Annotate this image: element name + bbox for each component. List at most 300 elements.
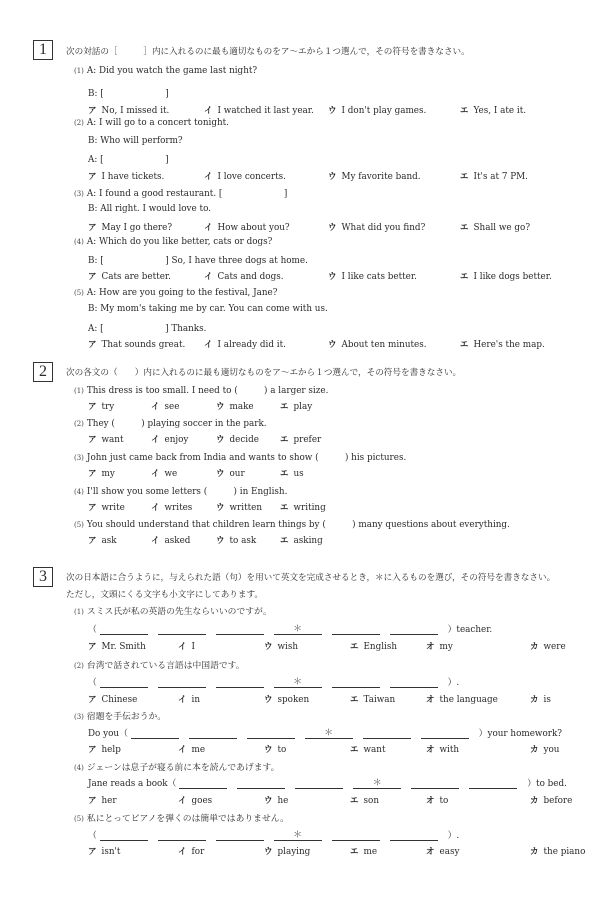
question-number: (1) <box>74 608 84 616</box>
option-choice[interactable] <box>350 794 379 806</box>
option-choice[interactable] <box>178 693 200 705</box>
dialogue-line <box>88 86 169 99</box>
option-choice[interactable] <box>350 693 395 705</box>
option-choice[interactable] <box>460 170 528 182</box>
option-label: ウ <box>328 106 337 116</box>
dialogue-text: B: All right. I would love to. <box>88 204 212 214</box>
option-choice[interactable] <box>88 338 185 350</box>
option-label: エ <box>460 106 469 116</box>
option-text: Cats and dogs. <box>217 272 284 282</box>
option-choice[interactable] <box>88 433 124 445</box>
dialogue-text: B: My mom's taking me by car. You can come with us. <box>88 304 328 314</box>
option-label: イ <box>178 745 187 755</box>
answer-prefix: Do you（ <box>88 729 128 739</box>
option-label: ウ <box>328 340 337 350</box>
option-text: want <box>363 745 386 755</box>
option-text: to <box>277 745 287 755</box>
section-2-instruction: 次の各文の（ ）内に入れるのに最も適切なものをア～エから１つ選んで，その符号を書きなさい。 <box>66 368 462 378</box>
option-text: want <box>101 435 124 445</box>
option-label: ウ <box>264 796 273 806</box>
answer-blank[interactable] <box>421 729 469 739</box>
option-label: イ <box>204 172 213 182</box>
option-choice[interactable] <box>328 338 427 350</box>
option-label: ア <box>88 402 97 412</box>
answer-suffix: ）teacher. <box>447 625 493 635</box>
option-text: asked <box>164 536 191 546</box>
option-choice[interactable] <box>88 270 171 282</box>
dialogue-line <box>88 321 206 334</box>
answer-blank[interactable] <box>332 678 380 688</box>
option-choice[interactable] <box>328 270 417 282</box>
dialogue-text: A: Which do you like better, cats or dogs? <box>86 237 273 247</box>
option-text: me <box>363 847 378 857</box>
option-label: イ <box>204 223 213 233</box>
answer-prefix: （ <box>88 625 97 635</box>
answer-blank[interactable] <box>216 678 264 688</box>
section-1-instruction: 次の対話の［ ］内に入れるのに最も適切なものをア～エから１つ選んで，その符号を書きなさい。 <box>66 47 470 57</box>
option-label: ウ <box>328 172 337 182</box>
option-label: ア <box>88 272 97 282</box>
option-text: My favorite band. <box>341 172 421 182</box>
option-choice[interactable] <box>88 640 146 652</box>
option-choice[interactable] <box>426 640 453 652</box>
dialogue-line <box>74 118 229 128</box>
option-text: I watched it last year. <box>217 106 314 116</box>
option-choice[interactable] <box>426 743 459 755</box>
question-text: I'll show you some letters ( ) in English. <box>86 487 288 497</box>
option-choice[interactable] <box>88 693 137 705</box>
dialogue-line <box>74 288 277 298</box>
section-1-number: 1 <box>33 40 53 60</box>
option-label: イ <box>178 796 187 806</box>
dialogue-line <box>88 304 328 314</box>
option-text: No, I missed it. <box>101 106 170 116</box>
question-number: (1) <box>74 67 84 75</box>
option-choice[interactable] <box>151 501 192 513</box>
option-choice[interactable] <box>151 433 188 445</box>
answer-blank[interactable] <box>158 625 206 635</box>
option-choice[interactable] <box>151 467 177 479</box>
option-label: エ <box>460 272 469 282</box>
option-text: to <box>439 796 449 806</box>
option-choice[interactable] <box>530 794 572 806</box>
section-3-number: 3 <box>33 567 53 587</box>
option-choice[interactable] <box>280 400 312 412</box>
option-text: About ten minutes. <box>341 340 427 350</box>
dialogue-text: B: Who will perform? <box>88 136 183 146</box>
option-label: ウ <box>216 402 225 412</box>
option-label: ア <box>88 796 97 806</box>
answer-blank[interactable] <box>469 779 517 789</box>
option-label: ウ <box>216 435 225 445</box>
option-text: It's at 7 PM. <box>473 172 528 182</box>
answer-prefix: Jane reads a book（ <box>88 779 177 789</box>
question-number: (3) <box>74 713 84 721</box>
answer-row <box>88 675 459 688</box>
dialogue-text: A: I found a good restaurant. [ ] <box>86 189 288 199</box>
option-choice[interactable] <box>328 170 421 182</box>
option-label: イ <box>178 642 187 652</box>
option-choice[interactable] <box>426 794 448 806</box>
dialogue-line <box>74 237 272 247</box>
option-choice[interactable] <box>280 534 323 546</box>
option-choice[interactable] <box>204 170 286 182</box>
option-choice[interactable] <box>530 640 566 652</box>
option-text: I love concerts. <box>217 172 286 182</box>
option-label: ウ <box>216 469 225 479</box>
option-text: Chinese <box>101 695 138 705</box>
section-3-instruction-2: ただし，文頭にくる文字も小文字にしてあります。 <box>66 590 263 600</box>
option-text: for <box>191 847 205 857</box>
dialogue-text: A: I will go to a concert tonight. <box>86 118 229 128</box>
japanese-prompt <box>74 811 289 824</box>
option-label: ウ <box>216 503 225 513</box>
dialogue-line <box>74 186 287 199</box>
option-choice[interactable] <box>204 221 290 233</box>
option-choice[interactable] <box>280 467 304 479</box>
option-label: オ <box>426 796 435 806</box>
answer-suffix: ）. <box>447 831 460 841</box>
option-text: my <box>439 642 453 652</box>
option-choice[interactable] <box>350 845 377 857</box>
answer-blank[interactable] <box>100 678 148 688</box>
option-label: オ <box>426 642 435 652</box>
option-choice[interactable] <box>88 400 114 412</box>
option-label: ア <box>88 469 97 479</box>
dialogue-text: A: Did you watch the game last night? <box>86 66 258 76</box>
option-text: before <box>543 796 573 806</box>
option-choice[interactable] <box>460 338 545 350</box>
dialogue-text: A: [ ] Thanks. <box>88 324 207 334</box>
option-text: us <box>293 469 304 479</box>
option-label: イ <box>151 536 160 546</box>
dialogue-text: B: [ ] <box>88 89 169 99</box>
option-choice[interactable] <box>88 501 125 513</box>
answer-prefix: （ <box>88 831 97 841</box>
option-choice[interactable] <box>216 467 245 479</box>
answer-blank[interactable] <box>237 779 285 789</box>
answer-blank[interactable] <box>189 729 237 739</box>
option-text: me <box>191 745 206 755</box>
option-label: ア <box>88 536 97 546</box>
option-choice[interactable] <box>350 743 386 755</box>
option-label: ウ <box>264 745 273 755</box>
dialogue-text: A: [ ] <box>88 155 169 165</box>
option-choice[interactable] <box>530 743 559 755</box>
option-choice[interactable] <box>264 743 286 755</box>
option-text: see <box>164 402 180 412</box>
option-text: is <box>543 695 551 705</box>
option-choice[interactable] <box>151 400 179 412</box>
question-number: (5) <box>74 289 84 297</box>
answer-blank[interactable]: ＊ <box>274 625 322 635</box>
option-choice[interactable] <box>460 104 526 116</box>
option-text: Here's the map. <box>473 340 545 350</box>
option-text: he <box>277 796 289 806</box>
option-text: to ask <box>229 536 257 546</box>
dialogue-line <box>88 152 169 165</box>
section-3-instruction-1: 次の日本語に合うように，与えられた語（句）を用いて英文を完成させるとき，＊に入るものを選び，その符号を書きなさい。 <box>66 573 556 583</box>
option-label: イ <box>151 469 160 479</box>
japanese-prompt <box>74 604 272 617</box>
option-choice[interactable] <box>88 743 121 755</box>
option-label: エ <box>350 796 359 806</box>
answer-blank[interactable] <box>390 831 438 841</box>
option-text: enjoy <box>164 435 189 445</box>
answer-row <box>88 776 567 789</box>
question-number: (2) <box>74 420 84 428</box>
option-choice[interactable] <box>88 170 164 182</box>
question-sentence <box>74 484 287 497</box>
option-text: I like cats better. <box>341 272 417 282</box>
option-choice[interactable] <box>88 534 117 546</box>
option-text: son <box>363 796 379 806</box>
option-choice[interactable] <box>88 104 169 116</box>
option-choice[interactable] <box>530 693 551 705</box>
option-choice[interactable] <box>178 845 204 857</box>
option-label: ア <box>88 745 97 755</box>
question-sentence <box>74 517 510 530</box>
option-label: オ <box>426 695 435 705</box>
option-label: エ <box>350 847 359 857</box>
option-text: playing <box>277 847 311 857</box>
answer-blank[interactable] <box>158 831 206 841</box>
option-label: エ <box>350 695 359 705</box>
option-choice[interactable] <box>88 467 115 479</box>
answer-blank[interactable]: ＊ <box>274 678 322 688</box>
option-text: with <box>439 745 460 755</box>
japanese-text: ジェーンは息子が寝る前に本を読んであげます。 <box>86 763 280 773</box>
answer-row <box>88 726 562 739</box>
option-choice[interactable] <box>88 794 117 806</box>
option-text: decide <box>229 435 259 445</box>
option-label: ウ <box>216 536 225 546</box>
option-choice[interactable] <box>88 845 120 857</box>
question-number: (2) <box>74 119 84 127</box>
question-sentence <box>74 450 406 463</box>
japanese-prompt <box>74 658 245 671</box>
question-text: They ( ) playing soccer in the park. <box>86 419 267 429</box>
option-text: easy <box>439 847 460 857</box>
option-text: her <box>101 796 117 806</box>
option-choice[interactable] <box>178 743 205 755</box>
option-text: the piano <box>543 847 586 857</box>
option-label: エ <box>280 469 289 479</box>
option-choice[interactable] <box>426 845 459 857</box>
option-text: Cats are better. <box>101 272 171 282</box>
answer-blank[interactable]: ＊ <box>305 729 353 739</box>
option-text: in <box>191 695 200 705</box>
option-text: wish <box>277 642 299 652</box>
option-label: ア <box>88 695 97 705</box>
option-text: spoken <box>277 695 310 705</box>
answer-blank[interactable] <box>363 729 411 739</box>
answer-blank[interactable] <box>247 729 295 739</box>
option-label: ア <box>88 435 97 445</box>
option-label: ウ <box>264 695 273 705</box>
option-text: written <box>229 503 263 513</box>
dialogue-line <box>88 136 183 146</box>
option-label: ウ <box>328 223 337 233</box>
answer-blank[interactable] <box>390 678 438 688</box>
option-text: What did you find? <box>341 223 426 233</box>
dialogue-line <box>88 253 308 266</box>
option-label: ア <box>88 223 97 233</box>
option-text: writing <box>293 503 326 513</box>
option-choice[interactable] <box>426 693 498 705</box>
option-label: ア <box>88 503 97 513</box>
option-label: イ <box>204 272 213 282</box>
option-text: you <box>543 745 560 755</box>
option-choice[interactable] <box>216 501 262 513</box>
question-number: (4) <box>74 764 84 772</box>
option-text: asking <box>293 536 323 546</box>
answer-suffix: ）. <box>447 678 460 688</box>
option-label: エ <box>460 223 469 233</box>
option-text: Yes, I ate it. <box>473 106 527 116</box>
option-choice[interactable] <box>264 845 310 857</box>
option-text: English <box>363 642 398 652</box>
answer-blank[interactable] <box>295 779 343 789</box>
option-label: ア <box>88 340 97 350</box>
question-number: (5) <box>74 815 84 823</box>
question-sentence <box>74 416 267 429</box>
answer-blank[interactable] <box>216 625 264 635</box>
option-label: イ <box>178 847 187 857</box>
option-label: イ <box>204 106 213 116</box>
option-text: the language <box>439 695 498 705</box>
answer-blank[interactable] <box>216 831 264 841</box>
option-label: エ <box>350 745 359 755</box>
option-label: カ <box>530 796 539 806</box>
option-label: イ <box>151 503 160 513</box>
option-text: make <box>229 402 254 412</box>
option-choice[interactable] <box>328 221 425 233</box>
option-choice[interactable] <box>530 845 585 857</box>
question-number: (1) <box>74 387 84 395</box>
answer-suffix: ）your homework? <box>478 729 562 739</box>
japanese-text: 台湾で話されている言語は中国語です。 <box>86 661 245 671</box>
answer-blank[interactable]: ＊ <box>274 831 322 841</box>
answer-row <box>88 828 459 841</box>
option-choice[interactable] <box>178 794 212 806</box>
answer-blank[interactable] <box>332 625 380 635</box>
answer-blank[interactable] <box>158 678 206 688</box>
option-choice[interactable] <box>204 338 286 350</box>
japanese-prompt <box>74 760 279 773</box>
dialogue-text: B: [ ] So, I have three dogs at home. <box>88 256 308 266</box>
answer-blank[interactable] <box>100 625 148 635</box>
option-text: isn't <box>101 847 121 857</box>
question-number: (3) <box>74 454 84 462</box>
option-text: try <box>101 402 115 412</box>
option-label: エ <box>350 642 359 652</box>
option-choice[interactable] <box>204 104 314 116</box>
option-choice[interactable] <box>216 433 259 445</box>
option-label: ア <box>88 172 97 182</box>
question-text: This dress is too small. I need to ( ) a larger size. <box>86 386 329 396</box>
answer-blank[interactable]: ＊ <box>353 779 401 789</box>
question-text: John just came back from India and wants to show ( ) his pictures. <box>86 453 407 463</box>
option-choice[interactable] <box>460 221 530 233</box>
option-choice[interactable] <box>264 693 309 705</box>
answer-blank[interactable] <box>179 779 227 789</box>
option-label: エ <box>460 340 469 350</box>
question-number: (4) <box>74 488 84 496</box>
option-text: I <box>191 642 195 652</box>
option-label: オ <box>426 745 435 755</box>
option-choice[interactable] <box>350 640 397 652</box>
option-text: ask <box>101 536 117 546</box>
dialogue-text: A: How are you going to the festival, Jane? <box>86 288 278 298</box>
option-label: カ <box>530 642 539 652</box>
option-text: That sounds great. <box>101 340 186 350</box>
option-label: イ <box>151 402 160 412</box>
option-choice[interactable] <box>264 640 298 652</box>
question-number: (3) <box>74 190 84 198</box>
answer-blank[interactable] <box>131 729 179 739</box>
section-2-number: 2 <box>33 362 53 382</box>
answer-blank[interactable] <box>411 779 459 789</box>
option-choice[interactable] <box>328 104 426 116</box>
option-text: May I go there? <box>101 223 173 233</box>
dialogue-line <box>74 66 257 76</box>
option-text: my <box>101 469 115 479</box>
option-choice[interactable] <box>460 270 552 282</box>
option-label: ア <box>88 642 97 652</box>
question-sentence <box>74 383 328 396</box>
question-number: (2) <box>74 662 84 670</box>
option-text: Mr. Smith <box>101 642 146 652</box>
option-label: エ <box>460 172 469 182</box>
option-choice[interactable] <box>204 270 284 282</box>
option-choice[interactable] <box>216 534 256 546</box>
option-label: カ <box>530 847 539 857</box>
japanese-prompt <box>74 709 166 722</box>
option-choice[interactable] <box>178 640 195 652</box>
option-label: カ <box>530 695 539 705</box>
option-text: prefer <box>293 435 322 445</box>
option-text: I already did it. <box>217 340 286 350</box>
japanese-text: 宿題を手伝おうか。 <box>86 712 167 722</box>
option-text: I don't play games. <box>341 106 427 116</box>
option-label: エ <box>280 536 289 546</box>
answer-suffix: ）to bed. <box>527 779 567 789</box>
option-text: How about you? <box>217 223 290 233</box>
option-choice[interactable] <box>280 433 321 445</box>
dialogue-line <box>88 204 211 214</box>
option-choice[interactable] <box>280 501 326 513</box>
option-text: our <box>229 469 245 479</box>
option-text: we <box>164 469 178 479</box>
option-label: オ <box>426 847 435 857</box>
answer-blank[interactable] <box>100 831 148 841</box>
option-text: writes <box>164 503 193 513</box>
option-choice[interactable] <box>88 221 172 233</box>
option-choice[interactable] <box>216 400 254 412</box>
japanese-text: 私にとってピアノを弾くのは簡単ではありません。 <box>86 814 289 824</box>
answer-blank[interactable] <box>332 831 380 841</box>
option-text: Shall we go? <box>473 223 531 233</box>
option-choice[interactable] <box>151 534 190 546</box>
option-label: カ <box>530 745 539 755</box>
answer-blank[interactable] <box>390 625 438 635</box>
option-label: イ <box>178 695 187 705</box>
option-label: ウ <box>264 642 273 652</box>
option-choice[interactable] <box>264 794 288 806</box>
option-text: were <box>543 642 566 652</box>
answer-row <box>88 622 492 635</box>
